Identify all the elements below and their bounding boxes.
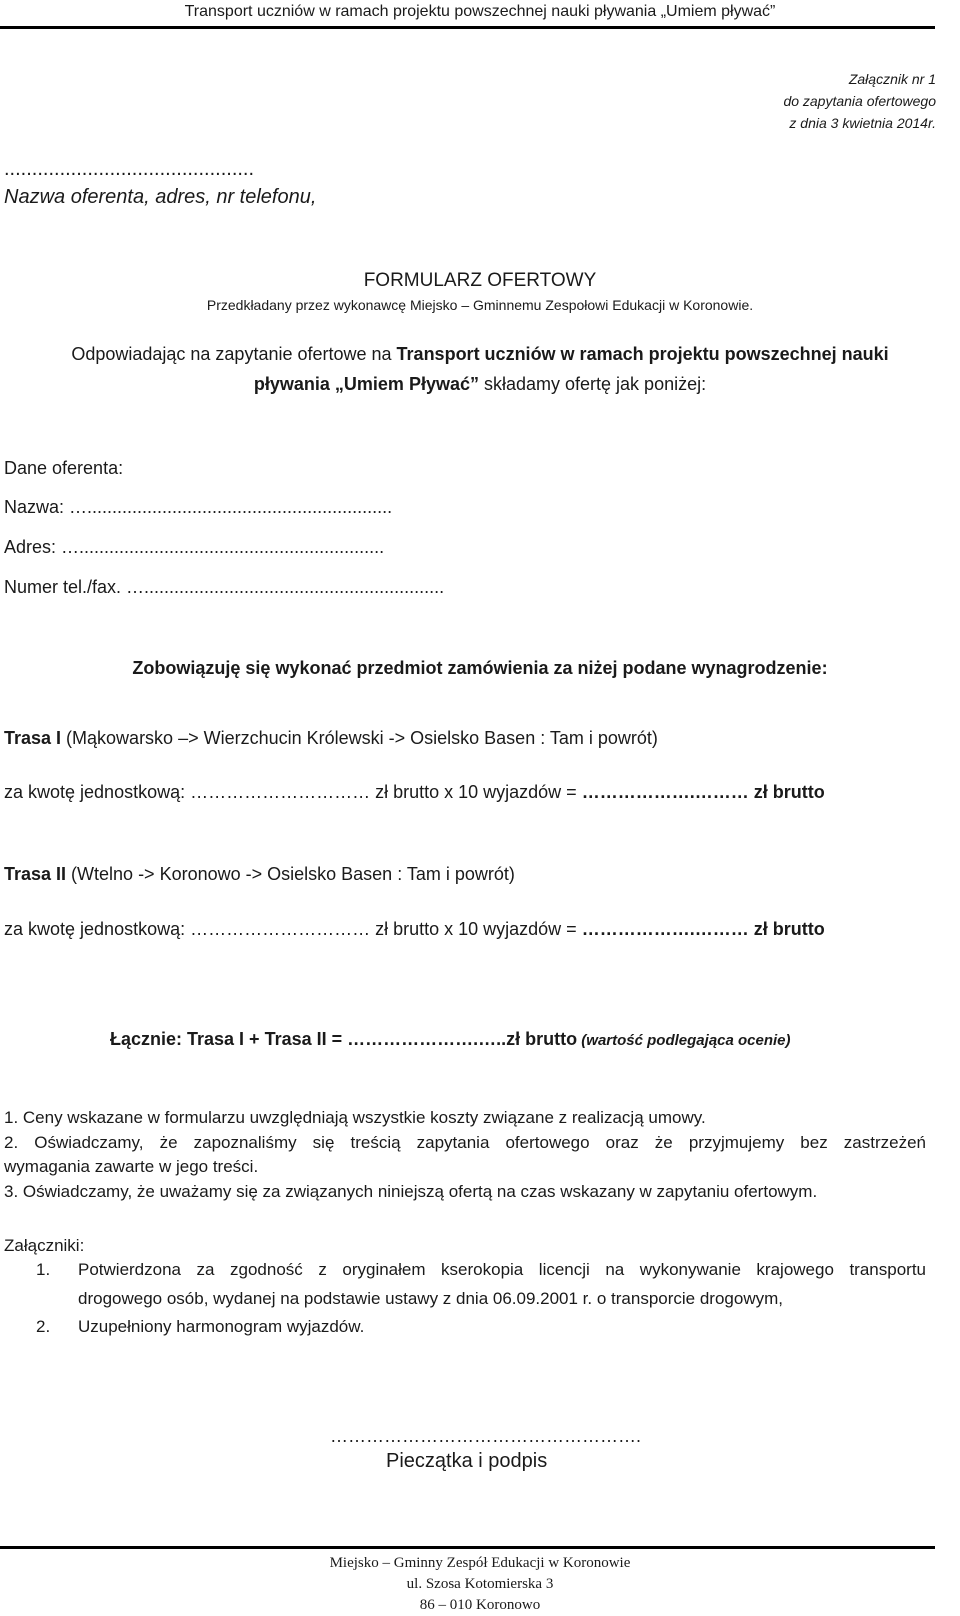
footer-line-2: ul. Szosa Kotomierska 3 [406, 1576, 554, 1592]
grand-total-note: (wartość podlegająca ocenie) [577, 1032, 791, 1049]
footer-rule [0, 1546, 935, 1549]
intro-text: Odpowiadając na zapytanie ofertowe na [71, 344, 397, 364]
form-title: FORMULARZ OFERTOWY [363, 270, 597, 291]
intro-line-2 [0, 374, 960, 395]
attachment-line-1: Załącznik nr 1 [848, 71, 936, 87]
intro-subject: Transport uczniów w ramach projektu powszechnej nauki [396, 344, 889, 364]
signature-dots: ……………………………………………. [330, 1426, 642, 1446]
route-1-line [4, 728, 658, 749]
header-rule [0, 26, 935, 29]
attachment-item-1: Potwierdzona za zgodność z oryginałem kserokopia licencji na wykonywanie krajowego transportu [78, 1260, 926, 1279]
statement-3: 3. Oświadczamy, że uważamy się za związanych niniejszą ofertą na czas wskazany w zapytaniu ofertowym. [4, 1182, 818, 1201]
attachment-item-1-cont: drogowego osób, wydanej na podstawie ustawy z dnia 06.09.2001 r. o transporcie drogowym, [78, 1289, 783, 1308]
attachment-item-1-num: 1. [36, 1260, 51, 1279]
form-subtitle: Przedkładany przez wykonawcę Miejsko – Gminnemu Zespołowi Edukacji w Koronowie. [206, 297, 754, 313]
bidder-dots: ............................................. [4, 158, 255, 180]
footer-line-1: Miejsko – Gminny Zespół Edukacji w Koronowie [329, 1555, 631, 1571]
intro-subject-cont: pływania „Umiem Pływać” [253, 374, 479, 394]
attachments-heading: Załączniki: [4, 1236, 85, 1255]
bidder-phone-field: Numer tel./fax. …............................................................ [4, 577, 445, 597]
footer-line-3: 86 – 010 Koronowo [419, 1597, 541, 1613]
attachment-item-2-num: 2. [36, 1317, 51, 1336]
route-2-label: Trasa II [4, 864, 67, 884]
statement-1: 1. Ceny wskazane w formularzu uwzględniają wszystkie koszty związane z realizacją umowy. [4, 1108, 706, 1127]
route-2-desc: (Wtelno -> Koronowo -> Osielsko Basen : Tam i powrót) [66, 864, 515, 884]
intro-line-1 [0, 344, 960, 365]
route-1-price [4, 782, 825, 803]
intro-text-cont: składamy ofertę jak poniżej: [478, 374, 707, 394]
bidder-label: Nazwa oferenta, adres, nr telefonu, [4, 186, 317, 208]
route-2-price-text: za kwotę jednostkową: ………………………… zł brutto x 10 wyjazdów = [4, 919, 582, 939]
route-1-price-text: za kwotę jednostkową: ………………………… zł brutto x 10 wyjazdów = [4, 782, 582, 802]
attachment-line-3: z dnia 3 kwietnia 2014r. [789, 115, 936, 131]
grand-total [110, 1029, 791, 1050]
route-2-price [4, 919, 825, 940]
route-2-total: ……………….……… zł brutto [581, 919, 825, 939]
attachment-label [783, 68, 936, 134]
running-header: Transport uczniów w ramach projektu powszechnej nauki pływania „Umiem pływać” [184, 3, 776, 20]
footer [0, 1553, 960, 1616]
statement-2: 2. Oświadczamy, że zapoznaliśmy się treścią zapytania ofertowego oraz że przyjmujemy bez zastrzeżeń [4, 1133, 926, 1152]
route-1-label: Trasa I [4, 728, 62, 748]
bidder-address-field: Adres: …............................................................. [4, 537, 385, 557]
statement-2-cont: wymagania zawarte w jego treści. [4, 1157, 259, 1176]
grand-total-text: Łącznie: Trasa I + Trasa II = ………………….…..zł brutto [110, 1029, 578, 1049]
commitment: Zobowiązuję się wykonać przedmiot zamówienia za niżej podane wynagrodzenie: [132, 658, 828, 678]
bidder-data-heading: Dane oferenta: [4, 458, 124, 478]
attachment-line-2: do zapytania ofertowego [783, 93, 936, 109]
signature-label: Pieczątka i podpis [386, 1450, 548, 1472]
route-1-total: ……………….……… zł brutto [581, 782, 825, 802]
route-2-line [4, 864, 515, 885]
route-1-desc: (Mąkowarsko –> Wierzchucin Królewski -> Osielsko Basen : Tam i powrót) [61, 728, 658, 748]
bidder-name-field: Nazwa: …............................................................. [4, 497, 393, 517]
attachment-item-2: Uzupełniony harmonogram wyjazdów. [78, 1317, 365, 1336]
